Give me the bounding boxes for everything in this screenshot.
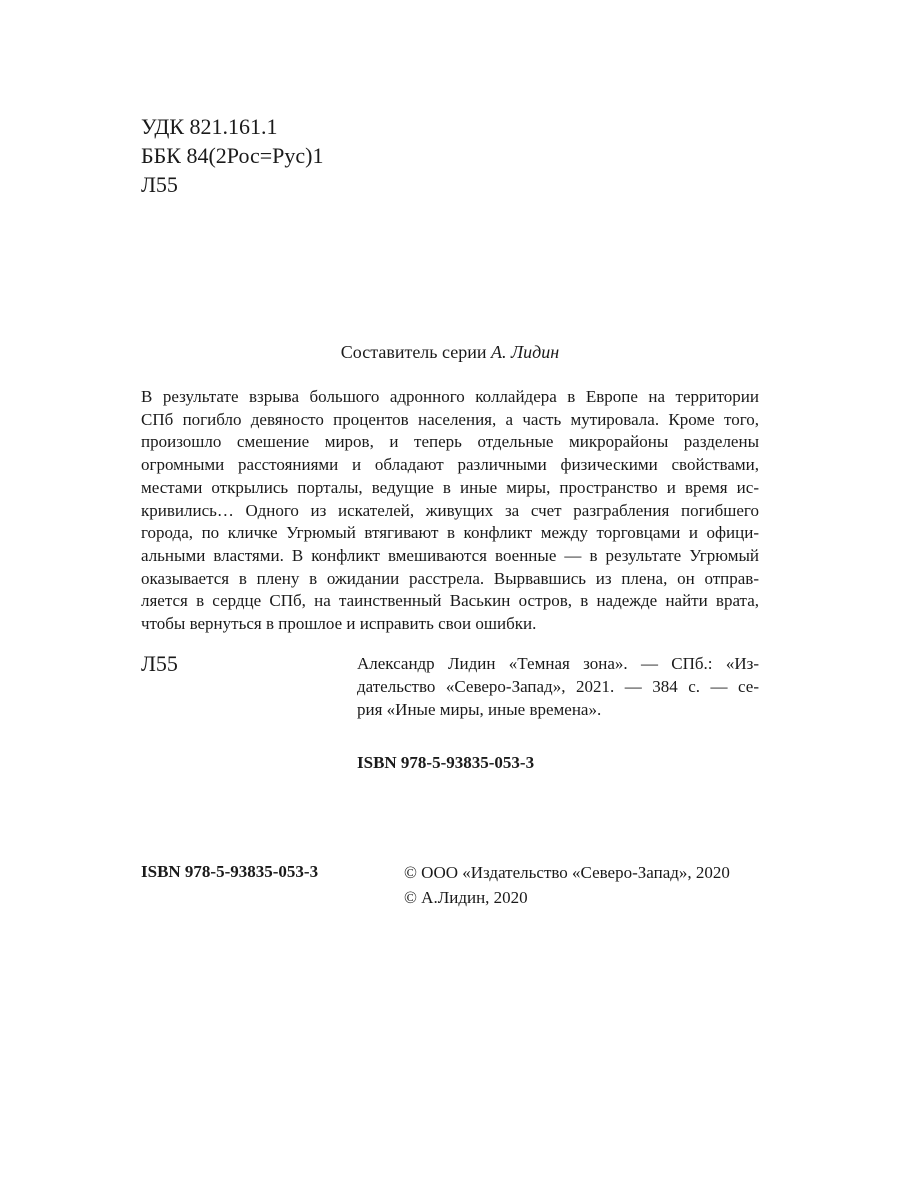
annotation-line: кривились… Одного из искателей, живущих за счет разграбления погибшего [141,500,759,520]
annotation-line: местами открылись порталы, ведущие в иные миры, пространство и время ис- [141,477,759,497]
annotation [141,386,759,636]
compiler-label: Составитель серии [340,342,487,362]
annotation-line: города, по кличке Угрюмый втягивают в конфликт между торговцами и офици- [141,523,759,543]
isbn-footer: ISBN 978-5-93835-053-3 [141,862,319,881]
annotation-line: альными властями. В конфликт вмешиваются военные — в результате Угрюмый [141,545,759,565]
classification-codes [141,112,324,199]
annotation-line: оказывается в плену в ожидании расстрела. Вырвавшись из плена, он отправ- [141,568,759,588]
bibliography-line: рия «Иные миры, иные времена». [357,700,602,719]
bibliography-code: Л55 [141,651,178,676]
copyright-author: © А.Лидин, 2020 [404,888,528,907]
annotation-line: СПб погибло девяносто процентов населения, а часть мутировала. Кроме того, [141,409,759,429]
compiler-name: А. Лидин [490,342,560,362]
bbk-code: ББК 84(2Рос=Рус)1 [141,143,324,168]
bibliographic-record [357,652,759,721]
udk-code: УДК 821.161.1 [141,114,278,139]
annotation-line: В результате взрыва большого адронного коллайдера в Европе на территории [141,387,759,406]
bibliography-line: Александр Лидин «Темная зона». — СПб.: «Из- [357,654,759,673]
annotation-line: чтобы вернуться в прошлое и исправить свои ошибки. [141,614,537,634]
copyright-notices [404,860,730,910]
annotation-line: произошло смешение миров, и теперь отдельные микрорайоны разделены [141,432,759,452]
series-compiler [141,340,759,364]
annotation-line: ляется в сердце СПб, на таинственный Васькин остров, в надежде найти врата, [141,591,759,611]
annotation-line: огромными расстояниями и обладают различными физическими свойствами, [141,455,759,475]
author-mark: Л55 [141,172,178,197]
isbn-record: ISBN 978-5-93835-053-3 [357,753,535,772]
bibliography-line: дательство «Северо-Запад», 2021. — 384 с. — се- [357,677,759,696]
copyright-publisher: © ООО «Издательство «Северо-Запад», 2020 [404,863,730,882]
